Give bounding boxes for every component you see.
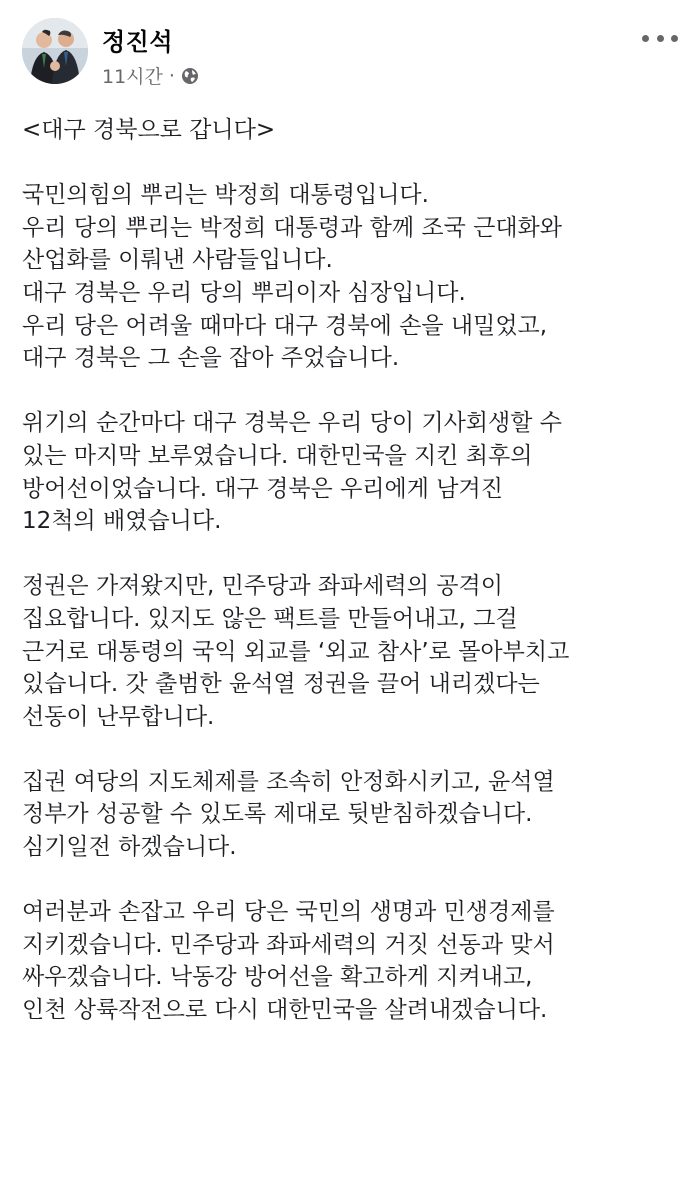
post-body [22,114,682,1059]
post-paragraph [22,896,682,1026]
post-line: 방어선이었습니다. 대구 경북은 우리에게 남겨진 [22,475,503,502]
post-line: 우리 당은 어려울 때마다 대구 경북에 손을 내밀었고, [22,312,548,339]
post-line: 있는 마지막 보루였습니다. 대한민국을 지킨 최후의 [22,442,533,469]
post-line: 위기의 순간마다 대구 경북은 우리 당이 기사회생할 수 [22,410,562,437]
author-avatar[interactable] [22,18,88,84]
more-options-button[interactable] [642,28,678,48]
post-line: 있습니다. 갓 출범한 윤석열 정권을 끌어 내리겠다는 [22,671,540,698]
post-line: 지키겠습니다. 민주당과 좌파세력의 거짓 선동과 맞서 [22,931,555,958]
post-line: 우리 당의 뿌리는 박정희 대통령과 함께 조국 근대화와 [22,214,562,241]
post-paragraph [22,407,682,537]
post-line: 싸우겠습니다. 낙동강 방어선을 확고하게 지켜내고, [22,964,533,991]
post-line: 정권은 가져왔지만, 민주당과 좌파세력의 공격이 [22,573,503,600]
more-horizontal-icon [671,35,678,42]
post-line: <대구 경북으로 갑니다> [22,117,276,143]
post-line: 여러분과 손잡고 우리 당은 국민의 생명과 민생경제를 [22,899,555,926]
post-meta [102,62,199,89]
post-line: 국민의힘의 뿌리는 박정희 대통령입니다. [22,182,429,209]
globe-icon[interactable] [181,67,199,85]
post-line: 집요합니다. 있지도 않은 팩트를 만들어내고, 그걸 [22,605,518,632]
meta-separator: · [168,64,175,87]
post-paragraph [22,114,682,147]
post-line: 정부가 성공할 수 있도록 제대로 뒷받침하겠습니다. [22,801,533,828]
post-line: 인천 상륙작전으로 다시 대한민국을 살려내겠습니다. [22,997,548,1024]
post-line: 선동이 난무합니다. [22,703,215,730]
author-name[interactable]: 정진석 [102,28,174,56]
more-horizontal-icon [657,35,664,42]
post-line: 대구 경북은 우리 당의 뿌리이자 심장입니다. [22,279,466,306]
post-line: 대구 경북은 그 손을 잡아 주었습니다. [22,345,400,372]
post-line: 심기일전 하겠습니다. [22,834,237,861]
post-paragraph [22,570,682,733]
post-line: 근거로 대통령의 국익 외교를 ‘외교 참사’로 몰아부치고 [22,638,570,665]
post-paragraph [22,766,682,864]
post-line: 12척의 배였습니다. [22,508,222,535]
post-paragraph [22,179,682,375]
post-time[interactable]: 11시간 [102,66,163,88]
post-header [22,14,678,94]
more-horizontal-icon [642,35,649,42]
post-line: 산업화를 이뤄낸 사람들입니다. [22,247,333,274]
post-line: 집권 여당의 지도체제를 조속히 안정화시키고, 윤석열 [22,768,555,795]
avatar-image [22,18,88,84]
